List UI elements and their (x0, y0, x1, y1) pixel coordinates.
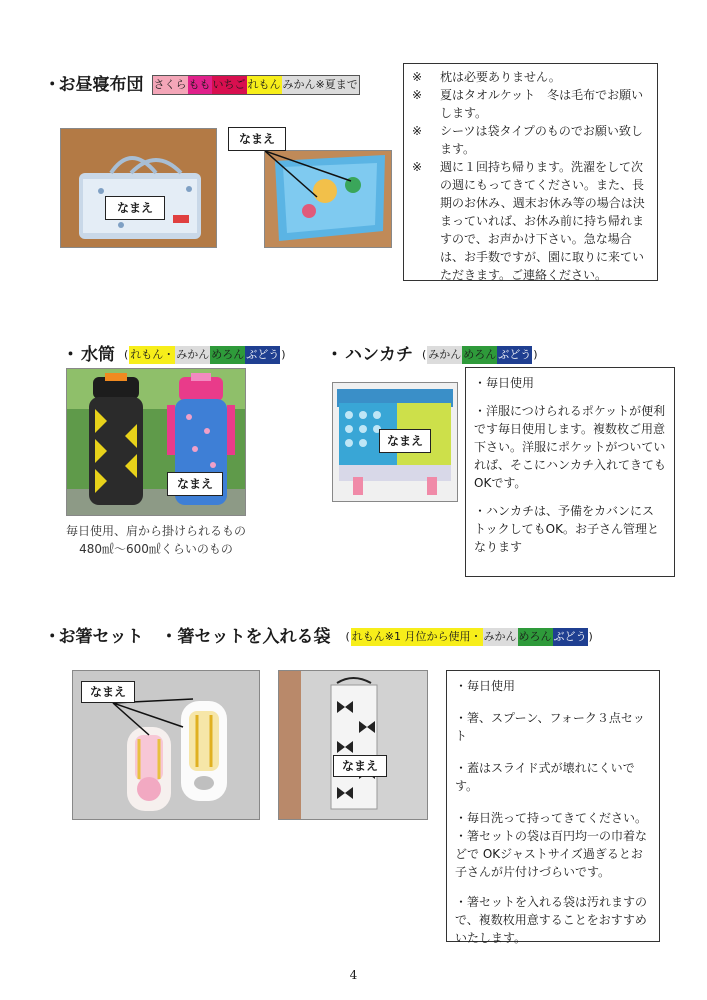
handkerchief-photo (332, 382, 458, 502)
futon-sheet-name-tag: なまえ (228, 127, 286, 151)
chopsticks-note-3: ・蓋はスライド式が壊れにくいです。 (455, 761, 635, 793)
futon-note-2: ※ 夏はタオルケット 冬は毛布でお願いします。 (412, 88, 644, 120)
chopstick-bag-name-tag: なまえ (333, 755, 387, 777)
handkerchief-note-3: ・ハンカチは、予備をカバンにストックしてもOK。お子さん管理となります (474, 504, 659, 554)
chopsticks-note-1: ・毎日使用 (455, 679, 516, 693)
tag-meron: めろん (210, 346, 245, 364)
chopsticks-note-4: ・毎日洗って持ってきてください。 (455, 811, 648, 825)
page-number: 4 (349, 968, 358, 982)
futon-notes-box (403, 63, 658, 281)
chopsticks-notes-box (446, 670, 660, 945)
chopsticks-color-tags: ( れもん※1 月位から使用・ みかん めろん ぶどう ) (345, 628, 594, 646)
chopsticks-note-2: ・箸、スプーン、フォーク３点セット (455, 711, 645, 743)
tag-mikan: みかん (483, 628, 518, 646)
futon-sheet-photo (264, 150, 392, 248)
section-handkerchief-heading: ・ ハンカチ ( みかん めろん ぶどう ) (326, 345, 538, 365)
handkerchief-note-2: ・洋服につけられるポケットが便利です毎日使用します。複数枚ご用意下さい。洋服にポケットがついていれば、そこにハンカチ入れてきてもOKです。 (474, 404, 667, 490)
futon-note-1: ※ 枕は必要ありません。 (412, 70, 561, 84)
tag-remon: れもん (247, 76, 282, 94)
tag-meron: めろん (518, 628, 553, 646)
tag-remon: れもん・ (129, 346, 175, 364)
tag-mikan: みかん (427, 346, 462, 364)
futon-note-4: ※ 週に１回持ち帰ります。洗濯をして次の週にもってきてください。また、長期のお休み、週末お休み等の場合は決まっていれば、お休み前に持ち帰れますので、お声かけ下さい。急な場合は、お手数ですが、園に取りに来ていただきます。ご連絡ください。 (412, 160, 645, 282)
chopstick-case-name-tag: なまえ (81, 681, 135, 703)
handkerchief-notes-box (465, 367, 675, 577)
futon-bag-name-tag: なまえ (105, 196, 165, 220)
section-chopsticks-heading: ･ お箸セット ・箸セットを入れる袋 ( れもん※1 月位から使用・ みかん めろん ぶどう ) (48, 627, 593, 647)
futon-color-tags (152, 75, 360, 95)
handkerchief-color-tags: ( みかん めろん ぶどう ) (421, 346, 539, 364)
chopsticks-note-5: ・箸セットの袋は百円均一の巾着などで OKジャストサイズ過ぎるとお子さんが片付けづらいです。 (455, 829, 648, 879)
tag-momo: もも (188, 76, 212, 94)
tag-ichigo: いちご (212, 76, 247, 94)
tag-remon: れもん※1 月位から使用・ (351, 628, 483, 646)
handkerchief-name-tag: なまえ (379, 429, 431, 453)
futon-note-3: ※ シーツは袋タイプのものでお願い致します。 (412, 124, 643, 156)
futon-sheet-image (265, 151, 391, 247)
bottle-name-tag: なまえ (167, 472, 223, 496)
section-handkerchief-title: ハンカチ (345, 345, 413, 365)
futon-bag-image (61, 129, 216, 247)
section-bottle-heading: ・ 水筒 ( れもん・ みかん めろん ぶどう ) (62, 345, 286, 365)
section-futon-title: お昼寝布団 (58, 75, 144, 95)
tag-budou: ぶどう (245, 346, 280, 364)
bottle-caption (56, 522, 256, 558)
tag-mikan: みかん※夏まで (282, 76, 359, 94)
section-chopsticks-title: お箸セット ・箸セットを入れる袋 (58, 627, 331, 647)
section-futon-heading: ･ お昼寝布団 さくら もも いちご れもん みかん※夏まで (48, 75, 358, 95)
tag-budou: ぶどう (553, 628, 588, 646)
tag-budou: ぶどう (497, 346, 532, 364)
tag-meron: めろん (462, 346, 497, 364)
handkerchief-note-1: ・毎日使用 (474, 376, 535, 390)
chopstick-bag-photo (278, 670, 428, 820)
tag-sakura: さくら (153, 76, 188, 94)
bottle-caption-line-1: 毎日使用、肩から掛けられるもの (65, 524, 246, 538)
bottle-color-tags: ( れもん・ みかん めろん ぶどう ) (123, 346, 287, 364)
tag-mikan: みかん (175, 346, 210, 364)
bottle-caption-line-2: 480㎖～600㎖くらいのもの (79, 542, 233, 556)
chopstick-case-photo (72, 670, 260, 820)
water-bottle-photo (66, 368, 246, 516)
section-bottle-title: 水筒 (81, 345, 115, 365)
chopsticks-note-6: ・箸セットを入れる袋は汚れますので、複数枚用意することをおすすめいたします。 (455, 895, 648, 945)
chopstick-bag-image (279, 671, 427, 819)
futon-bag-photo (60, 128, 217, 248)
